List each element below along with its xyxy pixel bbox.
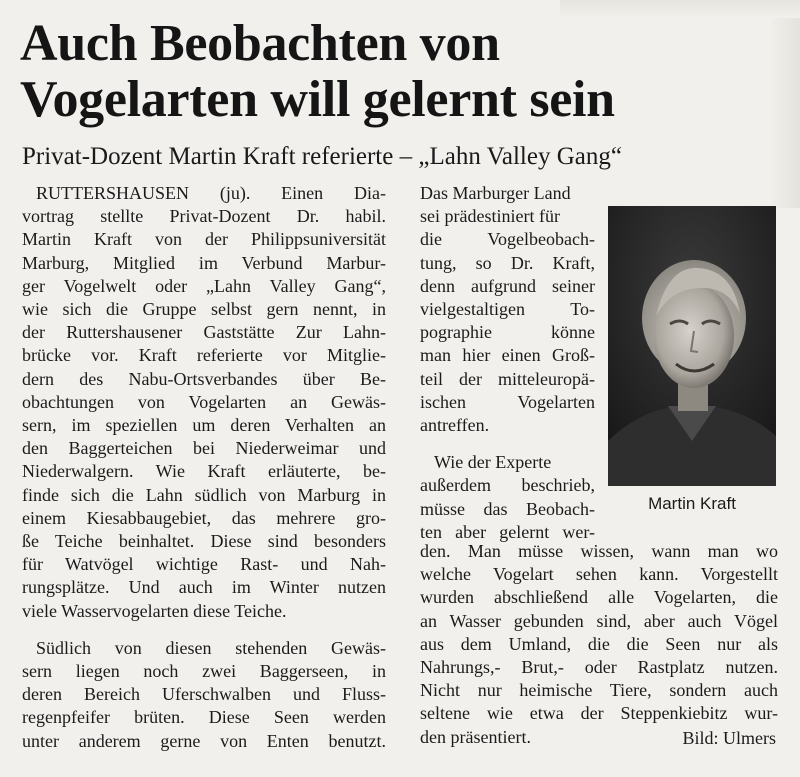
- text-line: ischen Vogelarten: [420, 391, 595, 412]
- text-line: wurden abschließend alle Vogelarten, die: [420, 587, 778, 608]
- text-line: Südlich von diesen stehenden Gewäs-: [36, 637, 386, 658]
- text-line: tung, so Dr. Kraft,: [420, 252, 595, 273]
- text-line: Nahrungs,- Brut,- oder Rastplatz nutzen.: [420, 657, 778, 678]
- paragraph: [22, 205, 386, 623]
- article-wide-text: [420, 540, 778, 749]
- text-line: ße Teiche beinhaltet. Diese sind besonders: [22, 531, 386, 552]
- portrait-photo: [608, 206, 776, 486]
- text-line: regenpfeifer brüten. Diese Seen werden: [22, 707, 386, 728]
- text-line: sern liegen noch zwei Baggerseen, in: [22, 661, 386, 682]
- text-line: vielgestaltigen To-: [420, 299, 595, 320]
- text-line: welche Vogelart sehen kann. Vorgestellt: [420, 564, 778, 585]
- text-line: Martin Kraft von der Philippsuniversität: [22, 229, 386, 250]
- text-line: Marburg, Mitglied im Verbund Marbur-: [22, 252, 386, 273]
- adjacent-article-bleed: [560, 0, 800, 16]
- text-line: wie sich die Gruppe selbst gern nennt, in: [22, 299, 386, 320]
- text-line: Niederwalgern. Wie Kraft erläuterte, be-: [22, 461, 386, 482]
- photo-credit: Bild: Ulmers: [682, 728, 776, 748]
- text-line: seltene wie etwa der Steppenkiebitz wur-: [420, 703, 778, 724]
- text-line: sei prädestiniert für: [420, 206, 560, 227]
- text-line: Wie der Experte: [434, 452, 552, 473]
- text-line: RUTTERSHAUSEN (ju). Einen Dia-: [36, 183, 386, 203]
- subheadline: Privat-Dozent Martin Kraft referierte – „Lahn Valley Gang“: [22, 143, 622, 170]
- text-line: außerdem beschrieb,: [420, 475, 595, 496]
- text-line: teil der mitteleuropä-: [420, 368, 595, 389]
- paragraph: [22, 660, 386, 753]
- text-line: einem Kiesabbaugebiet, das mehrere gro-: [22, 507, 386, 528]
- text-line: an Wasser gebunden sind, aber auch Vögel: [420, 610, 778, 631]
- text-line: für Watvögel wichtige Rast- und Nah-: [22, 554, 386, 575]
- text-line: Nicht nur heimische Tiere, sondern auch: [420, 680, 778, 701]
- article-column-1: [22, 182, 386, 753]
- text-line: viele Wasservogelarten diese Teiche.: [22, 600, 287, 621]
- text-line: die Vogelbeobach-: [420, 229, 595, 250]
- headline-line: Auch Beobachten von: [20, 15, 500, 72]
- text-line: ten aber gelernt wer-: [420, 521, 595, 542]
- text-line: deren Bereich Uferschwalben und Fluss-: [22, 684, 386, 705]
- text-line: sern, im speziellen um deren Verhalten an: [22, 415, 386, 436]
- photo-caption: Martin Kraft: [648, 494, 736, 513]
- text-line: brücke vor. Kraft referierte vor Mitglie-: [22, 345, 386, 366]
- text-line: man hier einen Groß-: [420, 345, 595, 366]
- paragraph: [22, 182, 386, 205]
- text-line: ger Vogelwelt oder „Lahn Valley Gang“,: [22, 275, 386, 296]
- headline-line: Vogelarten will gelernt sein: [20, 71, 615, 128]
- paragraph: [420, 182, 595, 437]
- text-line: antreffen.: [420, 415, 490, 436]
- text-line: aus dem Umland, die die Seen nur als: [420, 633, 778, 654]
- text-line: der Ruttershausener Gaststätte Zur Lahn-: [22, 322, 386, 343]
- text-line: den. Man müsse wissen, wann man wo: [420, 541, 778, 561]
- text-line: vortrag stellte Privat-Dozent Dr. habil.: [22, 206, 386, 227]
- paragraph: [420, 451, 595, 544]
- text-line: pographie könne: [420, 322, 595, 343]
- text-line: rungsplätze. Und auch im Winter nutzen: [22, 577, 386, 598]
- text-line: Das Marburger Land: [420, 183, 571, 203]
- text-line: unter anderem gerne von Enten benutzt.: [22, 730, 386, 751]
- article-column-2: [420, 182, 595, 544]
- text-line: dern des Nabu-Ortsverbandes über Be-: [22, 368, 386, 389]
- text-line: finde sich die Lahn südlich von Marburg in: [22, 484, 386, 505]
- portrait-image: [608, 206, 776, 486]
- text-line: müsse das Beobach-: [420, 498, 595, 519]
- text-line: denn aufgrund seiner: [420, 275, 595, 296]
- text-line: obachtungen von Vogelarten an Gewäs-: [22, 391, 386, 412]
- headline: [20, 16, 780, 128]
- text-line: den Baggerteichen bei Niederweimar und: [22, 438, 386, 459]
- text-line: den präsentiert.: [420, 726, 531, 747]
- paragraph: [22, 637, 386, 660]
